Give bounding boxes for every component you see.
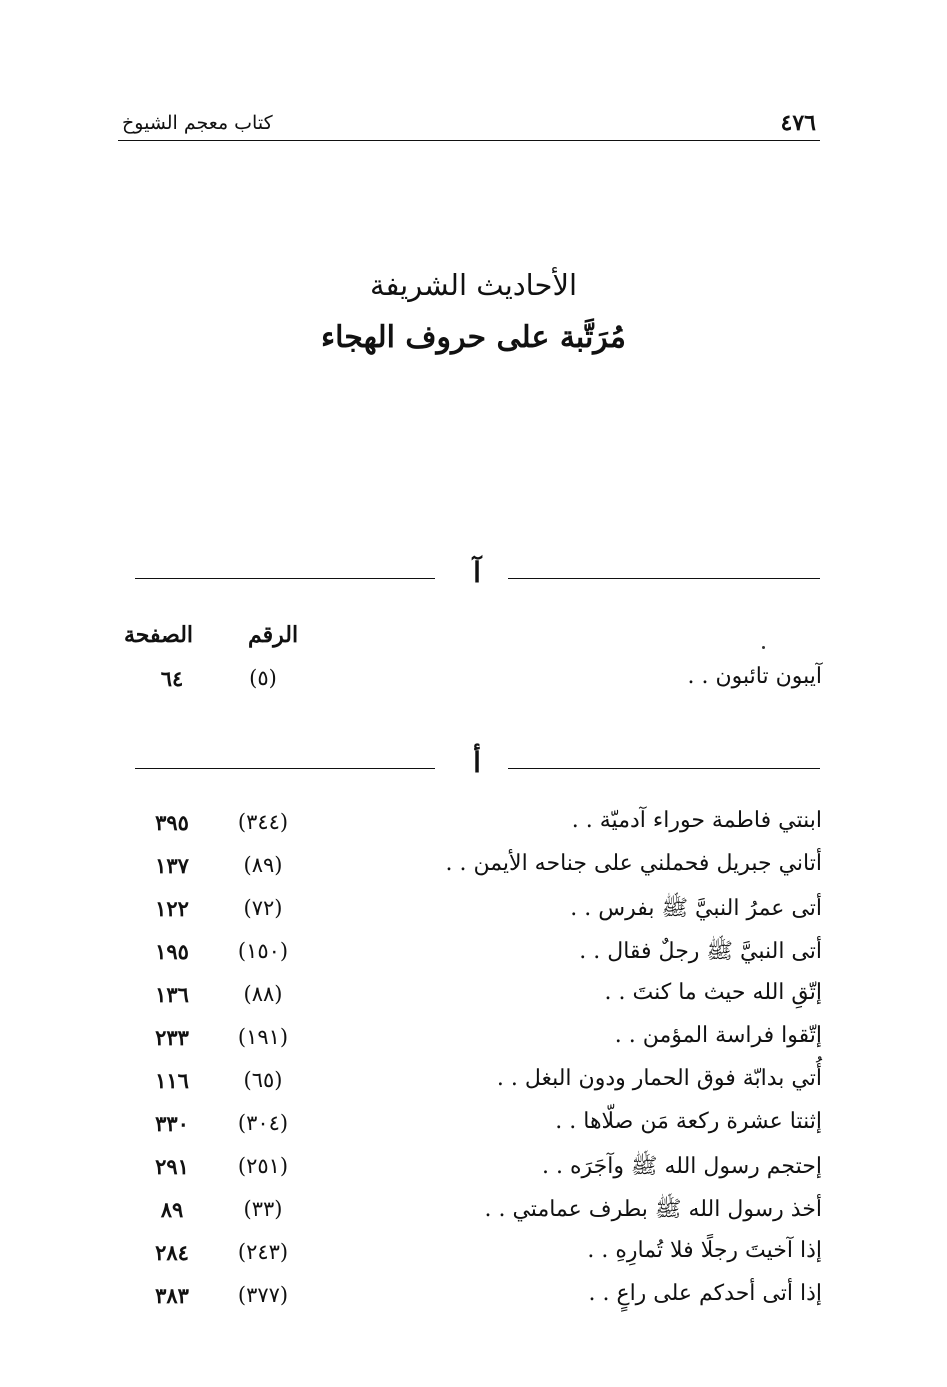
hadith-incipit: إتّقِ الله حيث ما كنتَ . . bbox=[604, 980, 822, 1005]
hadith-incipit: ابنتي فاطمة حوراء آدميّة . . bbox=[571, 808, 822, 833]
section-subtitle: مُرَتَّبة على حروف الهجاء bbox=[321, 320, 626, 355]
hadith-incipit: أتى النبيَّ ﷺ رجلٌ فقال . . bbox=[579, 939, 822, 964]
divider-rule bbox=[135, 578, 435, 579]
page-number: ٤٧٦ bbox=[780, 110, 816, 136]
column-header-number: الرقم bbox=[248, 622, 299, 648]
hadith-incipit: إتّقوا فراسة المؤمن . . bbox=[614, 1023, 822, 1048]
index-entry bbox=[118, 1195, 822, 1231]
page-ref: ٣٩٥ bbox=[155, 810, 189, 835]
hadith-incipit: إحتجم رسول الله ﷺ وآجَرَه . . bbox=[541, 1154, 822, 1179]
index-entry bbox=[118, 1066, 822, 1102]
index-entry bbox=[118, 1109, 822, 1145]
column-header-page: الصفحة bbox=[124, 622, 194, 648]
index-entry bbox=[118, 980, 822, 1016]
section-letter: آ bbox=[473, 556, 481, 589]
book-title: كتاب معجم الشيوخ bbox=[122, 112, 273, 134]
hadith-incipit: إثنتا عشرة ركعة مَن صلّاها . . bbox=[555, 1109, 822, 1134]
page-ref: ١٣٦ bbox=[155, 982, 189, 1007]
hadith-incipit: أخذ رسول الله ﷺ بطرف عمامتي . . bbox=[484, 1197, 822, 1222]
section-letter: أ bbox=[473, 746, 481, 779]
hadith-number: (٨٨) bbox=[243, 982, 283, 1006]
page-ref: ٢٩١ bbox=[155, 1154, 189, 1179]
hadith-number: (٣٧٧) bbox=[237, 1283, 289, 1307]
page-ref: ٣٨٣ bbox=[155, 1283, 189, 1308]
running-header bbox=[118, 110, 820, 141]
index-entry bbox=[118, 1238, 822, 1274]
page-ref: ١٢٢ bbox=[155, 896, 189, 921]
hadith-number: (٦٥) bbox=[243, 1068, 283, 1092]
hadith-incipit: أتى عمرُ النبيَّ ﷺ بفرس . . bbox=[570, 896, 822, 921]
page-ref: ٢٣٣ bbox=[155, 1025, 189, 1050]
page-ref: ١١٦ bbox=[155, 1068, 189, 1093]
page-ref: ١٩٥ bbox=[155, 939, 189, 964]
letter-divider-alif-hamza bbox=[135, 746, 820, 782]
hadith-number: (١٩١) bbox=[237, 1025, 289, 1049]
divider-rule bbox=[508, 768, 820, 769]
page-ref: ٦٤ bbox=[160, 666, 184, 691]
index-entry bbox=[118, 851, 822, 887]
hadith-number: (٢٥١) bbox=[237, 1154, 289, 1178]
letter-divider-alif-madda bbox=[135, 556, 820, 592]
index-entry bbox=[118, 937, 822, 973]
hadith-incipit: أتاني جبريل فحملني على جناحه الأيمن . . bbox=[445, 851, 822, 876]
hadith-number: (٢٤٣) bbox=[237, 1240, 289, 1264]
hadith-number: (٥) bbox=[249, 666, 277, 690]
page-ref: ٨٩ bbox=[160, 1197, 184, 1222]
hadith-incipit: إذا آخيتَ رجلًا فلا تُمارِهِ . . bbox=[587, 1238, 822, 1263]
divider-rule bbox=[135, 768, 435, 769]
hadith-number: (١٥٠) bbox=[237, 939, 289, 963]
hadith-number: (٨٩) bbox=[243, 853, 283, 877]
index-entry bbox=[118, 664, 822, 700]
hadith-number: (٣٠٤) bbox=[237, 1111, 289, 1135]
hadith-incipit: آيبون تائبون . . bbox=[687, 664, 822, 689]
hadith-number: (٣٤٤) bbox=[237, 810, 289, 834]
index-entry bbox=[118, 1152, 822, 1188]
index-entry bbox=[118, 1023, 822, 1059]
hadith-number: (٣٣) bbox=[243, 1197, 283, 1221]
section-title: الأحاديث الشريفة bbox=[369, 268, 578, 302]
index-entry bbox=[118, 894, 822, 930]
hadith-incipit: إذا أتى أحدكم على راعٍ . . bbox=[588, 1281, 822, 1306]
index-entry bbox=[118, 808, 822, 844]
scan-speck bbox=[762, 646, 765, 649]
page-ref: ٢٨٤ bbox=[155, 1240, 189, 1265]
page-ref: ١٣٧ bbox=[155, 853, 189, 878]
page-ref: ٣٣٠ bbox=[155, 1111, 189, 1136]
hadith-incipit: أُتي بدابّة فوق الحمار ودون البغل . . bbox=[496, 1066, 822, 1091]
hadith-number: (٧٢) bbox=[243, 896, 283, 920]
index-entry bbox=[118, 1281, 822, 1317]
divider-rule bbox=[508, 578, 820, 579]
